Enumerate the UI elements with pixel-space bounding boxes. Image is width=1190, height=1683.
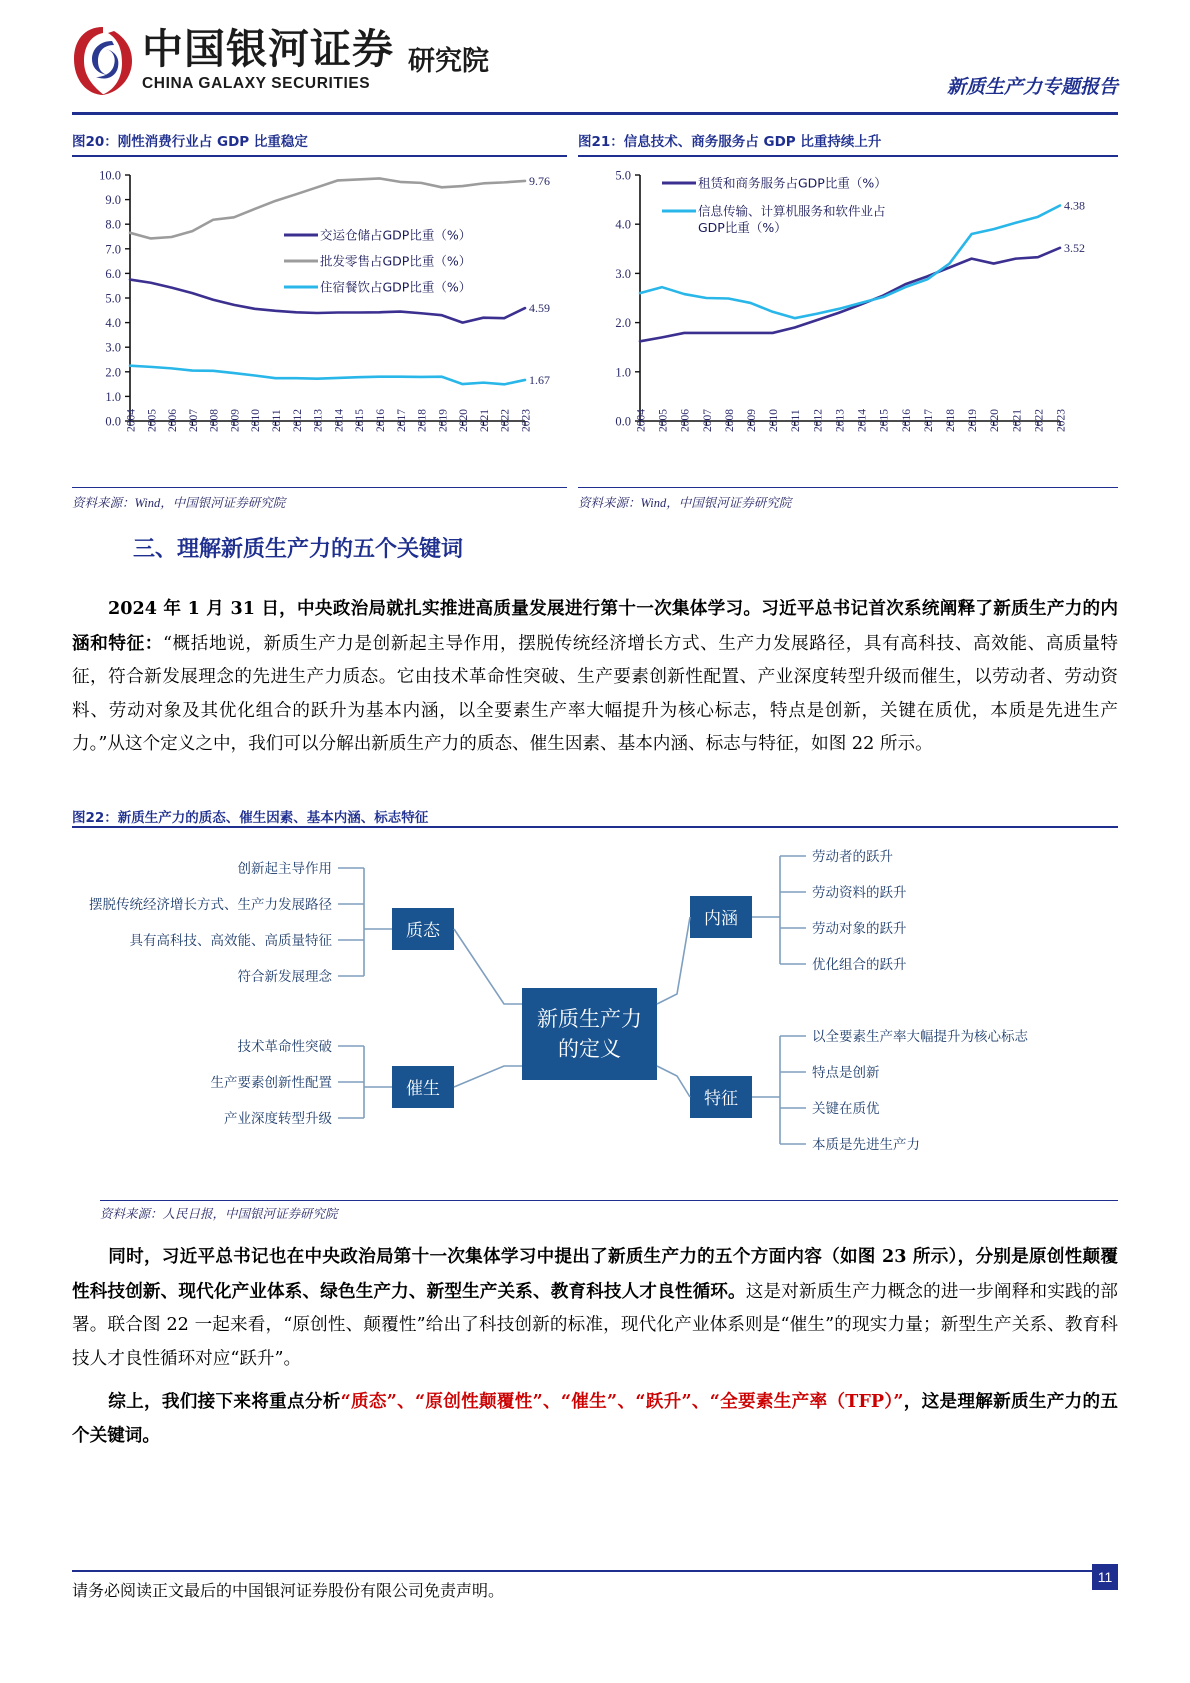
svg-text:本质是先进生产力: 本质是先进生产力 bbox=[812, 1137, 920, 1153]
svg-text:2019: 2019 bbox=[437, 409, 450, 432]
svg-text:4.0: 4.0 bbox=[105, 316, 121, 331]
svg-text:2020: 2020 bbox=[989, 409, 1002, 432]
paragraph-3-block bbox=[72, 1385, 1118, 1452]
svg-text:的定义: 的定义 bbox=[558, 1037, 621, 1061]
svg-text:劳动者的跃升: 劳动者的跃升 bbox=[812, 849, 893, 865]
figure-21-title: 图21：信息技术、商务服务占 GDP 比重持续上升 bbox=[578, 134, 882, 150]
footer-disclaimer: 请务必阅读正文最后的中国银河证券股份有限公司免责声明。 bbox=[72, 1581, 505, 1600]
svg-text:创新起主导作用: 创新起主导作用 bbox=[237, 861, 332, 877]
svg-text:2008: 2008 bbox=[208, 409, 221, 432]
figure-20-chart bbox=[72, 157, 567, 487]
svg-text:新质生产力: 新质生产力 bbox=[537, 1007, 642, 1031]
svg-text:2016: 2016 bbox=[900, 409, 913, 432]
svg-text:2023: 2023 bbox=[1055, 409, 1068, 432]
svg-text:0.0: 0.0 bbox=[615, 414, 631, 429]
svg-text:9.0: 9.0 bbox=[105, 193, 121, 208]
paragraph-3 bbox=[72, 1385, 1118, 1452]
svg-text:8.0: 8.0 bbox=[105, 217, 121, 232]
svg-text:2012: 2012 bbox=[291, 409, 304, 432]
svg-text:4.38: 4.38 bbox=[1064, 198, 1085, 213]
paragraph-1-lead: 2024 年 1 月 31 日，中央政治局就扎实推进高质量发展进行第十一次集体学习。习近平总书记首次系统阐释了新质生产力的内涵和特征： bbox=[72, 598, 1118, 654]
svg-text:2015: 2015 bbox=[354, 409, 367, 432]
svg-text:3.52: 3.52 bbox=[1064, 240, 1085, 255]
svg-text:2013: 2013 bbox=[312, 409, 325, 432]
page-header bbox=[0, 0, 1190, 118]
svg-text:2004: 2004 bbox=[125, 409, 138, 432]
svg-text:优化组合的跃升: 优化组合的跃升 bbox=[812, 957, 907, 973]
svg-text:2006: 2006 bbox=[167, 409, 180, 432]
svg-text:5.0: 5.0 bbox=[615, 168, 631, 183]
figure-21-panel bbox=[578, 130, 1118, 511]
svg-text:6.0: 6.0 bbox=[105, 266, 121, 281]
svg-text:7.0: 7.0 bbox=[105, 242, 121, 257]
page-number-badge: 11 bbox=[1092, 1564, 1118, 1590]
svg-text:2012: 2012 bbox=[812, 409, 825, 432]
svg-text:具有高科技、高效能、高质量特征: 具有高科技、高效能、高质量特征 bbox=[129, 933, 332, 949]
figure-20-source: 资料来源：Wind，中国银河证券研究院 bbox=[72, 496, 286, 510]
svg-text:关键在质优: 关键在质优 bbox=[812, 1101, 880, 1117]
svg-text:GDP比重（%）: GDP比重（%） bbox=[698, 220, 787, 235]
svg-text:生产要素创新性配置: 生产要素创新性配置 bbox=[210, 1075, 332, 1091]
figure-21-source: 资料来源：Wind，中国银河证券研究院 bbox=[578, 496, 792, 510]
paragraph-1 bbox=[72, 592, 1118, 762]
svg-text:2006: 2006 bbox=[679, 409, 692, 432]
svg-text:内涵: 内涵 bbox=[704, 909, 738, 929]
svg-text:0.0: 0.0 bbox=[105, 414, 121, 429]
svg-text:催生: 催生 bbox=[406, 1079, 440, 1099]
svg-text:2005: 2005 bbox=[146, 409, 159, 432]
svg-text:批发零售占GDP比重（%）: 批发零售占GDP比重（%） bbox=[320, 253, 472, 269]
svg-text:3.0: 3.0 bbox=[615, 266, 631, 281]
svg-text:2014: 2014 bbox=[856, 409, 869, 432]
svg-text:2022: 2022 bbox=[499, 409, 512, 432]
svg-text:劳动对象的跃升: 劳动对象的跃升 bbox=[812, 921, 907, 937]
paragraph-3-keywords: “质态”、“原创性颠覆性”、“催生”、“跃升”、“全要素生产率（TFP）” bbox=[340, 1391, 904, 1412]
figure-20-panel bbox=[72, 130, 567, 511]
paragraph-1-quote: “概括地说，新质生产力是创新起主导作用，摆脱传统经济增长方式、生产力发展路径，具有高科技、高效能、高质量特征，符合新发展理念的先进生产力质态。它由技术革命性突破、生产要素创新性配置、产业深度转型升级而催生，以劳动者、劳动资料、劳动对象及其优化组合的跃升为基本内涵，以全要素生产率大幅提升为核心标志，特点是创新，关键在质优，本质是先进生产力。” bbox=[72, 633, 1118, 754]
figure-22-title: 图22：新质生产力的质态、催生因素、基本内涵、标志特征 bbox=[72, 810, 429, 826]
svg-text:2011: 2011 bbox=[271, 409, 284, 432]
svg-text:2016: 2016 bbox=[374, 409, 387, 432]
svg-text:2015: 2015 bbox=[878, 409, 891, 432]
svg-text:租赁和商务服务占GDP比重（%）: 租赁和商务服务占GDP比重（%） bbox=[698, 175, 887, 191]
svg-text:2019: 2019 bbox=[967, 409, 980, 432]
paragraph-2-bold: 同时，习近平总书记也在中央政治局第十一次集体学习中提出了新质生产力的五个方面内容（如图 23 所示），分别是原创性颠覆性科技创新、现代化产业体系、绿色生产力、新型生产关系、教育科技人才良性循环。 bbox=[72, 1246, 1118, 1302]
svg-text:劳动资料的跃升: 劳动资料的跃升 bbox=[812, 885, 907, 901]
svg-text:4.0: 4.0 bbox=[615, 217, 631, 232]
svg-text:2017: 2017 bbox=[922, 409, 935, 432]
footer-divider bbox=[72, 1570, 1118, 1572]
svg-text:2.0: 2.0 bbox=[105, 365, 121, 380]
paragraph-2-rest: 这是对新质生产力概念的进一步阐释和实践的部署。联合图 22 一起来看，“原创性、颠覆性”给出了科技创新的标准，现代化产业体系则是“催生”的现实力量；新型生产关系、教育科技人才良性循环对应“跃升”。 bbox=[72, 1281, 1118, 1369]
svg-text:1.0: 1.0 bbox=[105, 389, 121, 404]
svg-text:2009: 2009 bbox=[229, 409, 242, 432]
svg-text:符合新发展理念: 符合新发展理念 bbox=[237, 969, 332, 985]
svg-text:以全要素生产率大幅提升为核心标志: 以全要素生产率大幅提升为核心标志 bbox=[812, 1029, 1028, 1045]
svg-text:信息传输、计算机服务和软件业占: 信息传输、计算机服务和软件业占 bbox=[698, 203, 886, 219]
svg-text:2018: 2018 bbox=[416, 409, 429, 432]
figure-20-title: 图20：刚性消费行业占 GDP 比重稳定 bbox=[72, 134, 308, 150]
report-tag: 新质生产力专题报告 bbox=[946, 76, 1118, 98]
paragraph-2-block bbox=[72, 1240, 1118, 1376]
svg-text:特点是创新: 特点是创新 bbox=[812, 1065, 880, 1081]
svg-text:2007: 2007 bbox=[187, 409, 200, 432]
svg-text:2022: 2022 bbox=[1033, 409, 1046, 432]
svg-text:2023: 2023 bbox=[520, 409, 533, 432]
paragraph-3-lead: 综上，我们接下来将重点分析 bbox=[108, 1391, 341, 1412]
svg-text:2021: 2021 bbox=[1011, 409, 1024, 432]
galaxy-logo-icon bbox=[72, 25, 134, 97]
svg-text:技术革命性突破: 技术革命性突破 bbox=[237, 1039, 332, 1055]
figure-22-source: 资料来源：人民日报，中国银河证券研究院 bbox=[100, 1207, 338, 1221]
logo-text-chinese: 中国银河证券 bbox=[142, 25, 394, 73]
figure-22-diagram bbox=[72, 828, 1118, 1208]
svg-text:2.0: 2.0 bbox=[615, 316, 631, 331]
paragraph-2 bbox=[72, 1240, 1118, 1376]
paragraph-3-tail: ，这是理解新质生产力的五个关键词。 bbox=[72, 1391, 1118, 1446]
svg-text:2017: 2017 bbox=[395, 409, 408, 432]
svg-text:2008: 2008 bbox=[723, 409, 736, 432]
svg-text:2020: 2020 bbox=[458, 409, 471, 432]
svg-text:2004: 2004 bbox=[635, 409, 648, 432]
svg-text:住宿餐饮占GDP比重（%）: 住宿餐饮占GDP比重（%） bbox=[320, 279, 472, 295]
svg-text:交运仓储占GDP比重（%）: 交运仓储占GDP比重（%） bbox=[320, 227, 472, 243]
paragraph-1-tail: 从这个定义之中，我们可以分解出新质生产力的质态、催生因素、基本内涵、标志与特征，如图 22 所示。 bbox=[107, 734, 933, 754]
header-divider bbox=[72, 112, 1118, 115]
section-heading: 三、理解新质生产力的五个关键词 bbox=[133, 537, 464, 562]
figure-22-source-rule bbox=[100, 1200, 1118, 1201]
svg-text:3.0: 3.0 bbox=[105, 340, 121, 355]
svg-text:2013: 2013 bbox=[834, 409, 847, 432]
svg-text:2010: 2010 bbox=[250, 409, 263, 432]
svg-text:质态: 质态 bbox=[406, 921, 440, 941]
logo-subtitle: 研究院 bbox=[408, 46, 489, 77]
svg-text:9.76: 9.76 bbox=[529, 173, 550, 188]
svg-text:2011: 2011 bbox=[790, 409, 803, 432]
figure-21-chart bbox=[578, 157, 1118, 487]
svg-text:2005: 2005 bbox=[657, 409, 670, 432]
logo-text-english: CHINA GALAXY SECURITIES bbox=[142, 75, 371, 92]
svg-text:2021: 2021 bbox=[478, 409, 491, 432]
svg-text:2014: 2014 bbox=[333, 409, 346, 432]
paragraph-1-block bbox=[72, 592, 1118, 762]
svg-text:产业深度转型升级: 产业深度转型升级 bbox=[224, 1111, 332, 1127]
svg-text:10.0: 10.0 bbox=[99, 168, 121, 183]
company-logo bbox=[72, 25, 489, 97]
svg-text:2009: 2009 bbox=[746, 409, 759, 432]
svg-text:2010: 2010 bbox=[768, 409, 781, 432]
svg-text:1.67: 1.67 bbox=[529, 372, 550, 387]
svg-text:2007: 2007 bbox=[701, 409, 714, 432]
svg-text:5.0: 5.0 bbox=[105, 291, 121, 306]
svg-text:特征: 特征 bbox=[704, 1089, 738, 1109]
svg-text:4.59: 4.59 bbox=[529, 301, 550, 316]
svg-text:2018: 2018 bbox=[944, 409, 957, 432]
svg-text:1.0: 1.0 bbox=[615, 365, 631, 380]
svg-text:摆脱传统经济增长方式、生产力发展路径: 摆脱传统经济增长方式、生产力发展路径 bbox=[89, 897, 332, 913]
